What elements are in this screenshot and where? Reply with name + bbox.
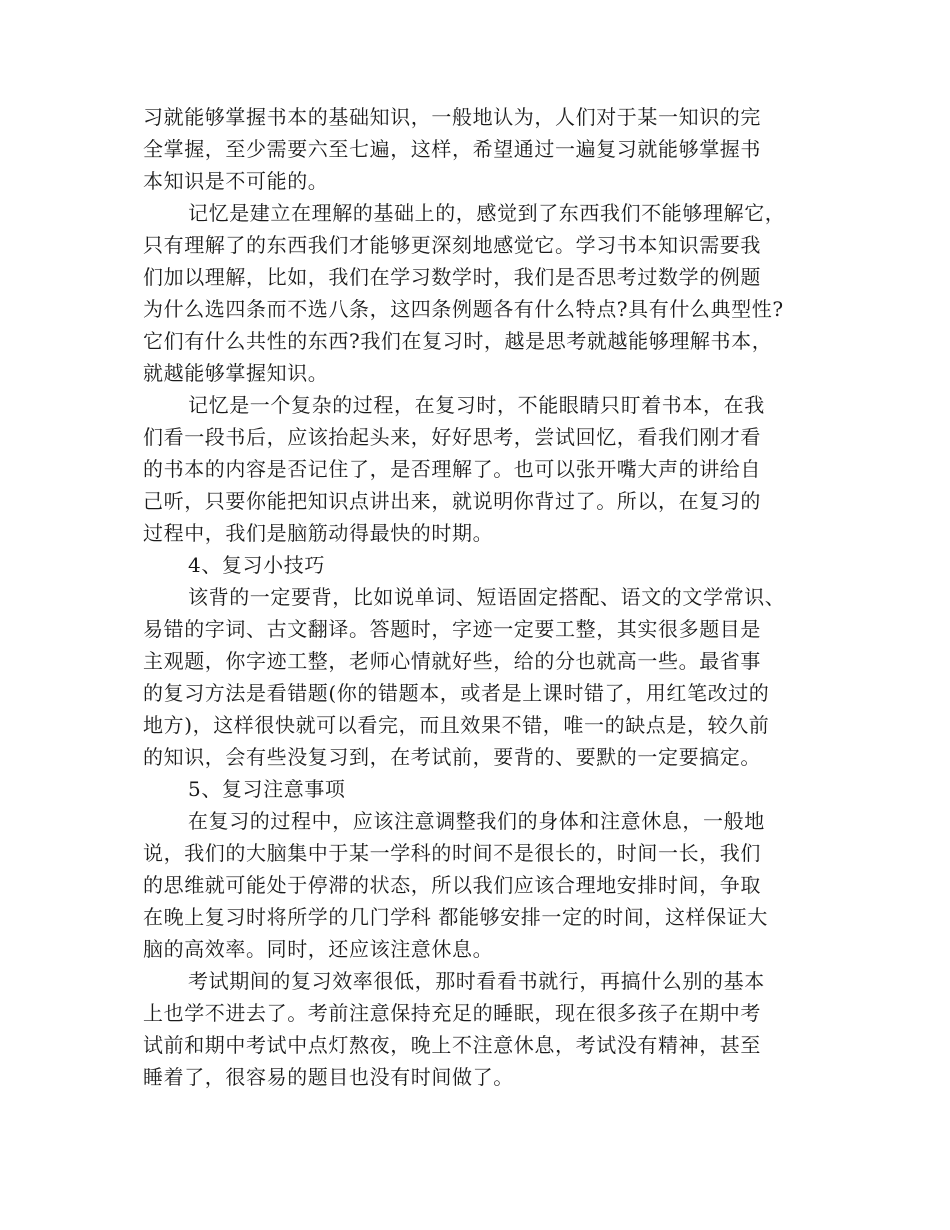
text-line: 上也学不进去了。考前注意保持充足的睡眠，现在很多孩子在期中考 [143, 1001, 761, 1025]
paragraph-start: 该背的一定要背，比如说单词、短语固定搭配、语文的文学常识、 [188, 585, 786, 609]
text-line: 过程中，我们是脑筋动得最快的时期。 [143, 521, 494, 545]
text-line: 脑的高效率。同时，还应该注意休息。 [143, 937, 494, 961]
text-line: 本知识是不可能的。 [143, 169, 329, 193]
paragraph-start: 记忆是建立在理解的基础上的，感觉到了东西我们不能够理解它， [188, 201, 786, 225]
document-body [143, 101, 813, 1093]
text-line: 己听，只要你能把知识点讲出来，就说明你背过了。所以，在复习的 [143, 489, 761, 513]
text-line: 的思维就可能处于停滞的状态，所以我们应该合理地安排时间，争取 [143, 873, 761, 897]
text-line: 说，我们的大脑集中于某一学科的时间不是很长的，时间一长，我们 [143, 841, 761, 865]
text-line: 主观题，你字迹工整，老师心情就好些，给的分也就高一些。最省事 [143, 649, 761, 673]
text-line: 的复习方法是看错题(你的错题本，或者是上课时错了，用红笔改过的 [143, 681, 770, 705]
text-line: 的书本的内容是否记住了，是否理解了。也可以张开嘴大声的讲给自 [143, 457, 761, 481]
text-line: 为什么选四条而不选八条，这四条例题各有什么特点?具有什么典型性? [143, 297, 784, 321]
text-line: 就越能够掌握知识。 [143, 361, 329, 385]
text-line: 全掌握，至少需要六至七遍，这样，希望通过一遍复习就能够掌握书 [143, 137, 761, 161]
paragraph-start: 在复习的过程中，应该注意调整我们的身体和注意休息，一般地 [188, 809, 765, 833]
text-line: 们看一段书后，应该抬起头来，好好思考，尝试回忆，看我们刚才看 [143, 425, 761, 449]
text-line: 它们有什么共性的东西?我们在复习时，越是思考就越能够理解书本， [143, 329, 773, 353]
paragraph-start: 记忆是一个复杂的过程，在复习时，不能眼睛只盯着书本，在我 [188, 393, 765, 417]
paragraph-start: 考试期间的复习效率很低，那时看看书就行，再搞什么别的基本 [188, 969, 765, 993]
text-line: 的知识，会有些没复习到，在考试前，要背的、要默的一定要搞定。 [143, 745, 761, 769]
text-line: 习就能够掌握书本的基础知识，一般地认为，人们对于某一知识的完 [143, 105, 761, 129]
text-line: 只有理解了的东西我们才能够更深刻地感觉它。学习书本知识需要我 [143, 233, 761, 257]
text-line: 试前和期中考试中点灯熬夜，晚上不注意休息，考试没有精神，甚至 [143, 1033, 761, 1057]
text-line: 易错的字词、古文翻译。答题时，字迹一定要工整，其实很多题目是 [143, 617, 761, 641]
section-heading: 5、复习注意事项 [188, 777, 346, 801]
text-line: 们加以理解，比如，我们在学习数学时，我们是否思考过数学的例题 [143, 265, 761, 289]
text-line: 在晚上复习时将所学的几门学科 都能够安排一定的时间，这样保证大 [143, 905, 768, 929]
section-heading: 4、复习小技巧 [188, 553, 325, 577]
text-line: 睡着了，很容易的题目也没有时间做了。 [143, 1065, 514, 1089]
text-line: 地方)，这样很快就可以看完，而且效果不错，唯一的缺点是，较久前 [143, 713, 770, 737]
